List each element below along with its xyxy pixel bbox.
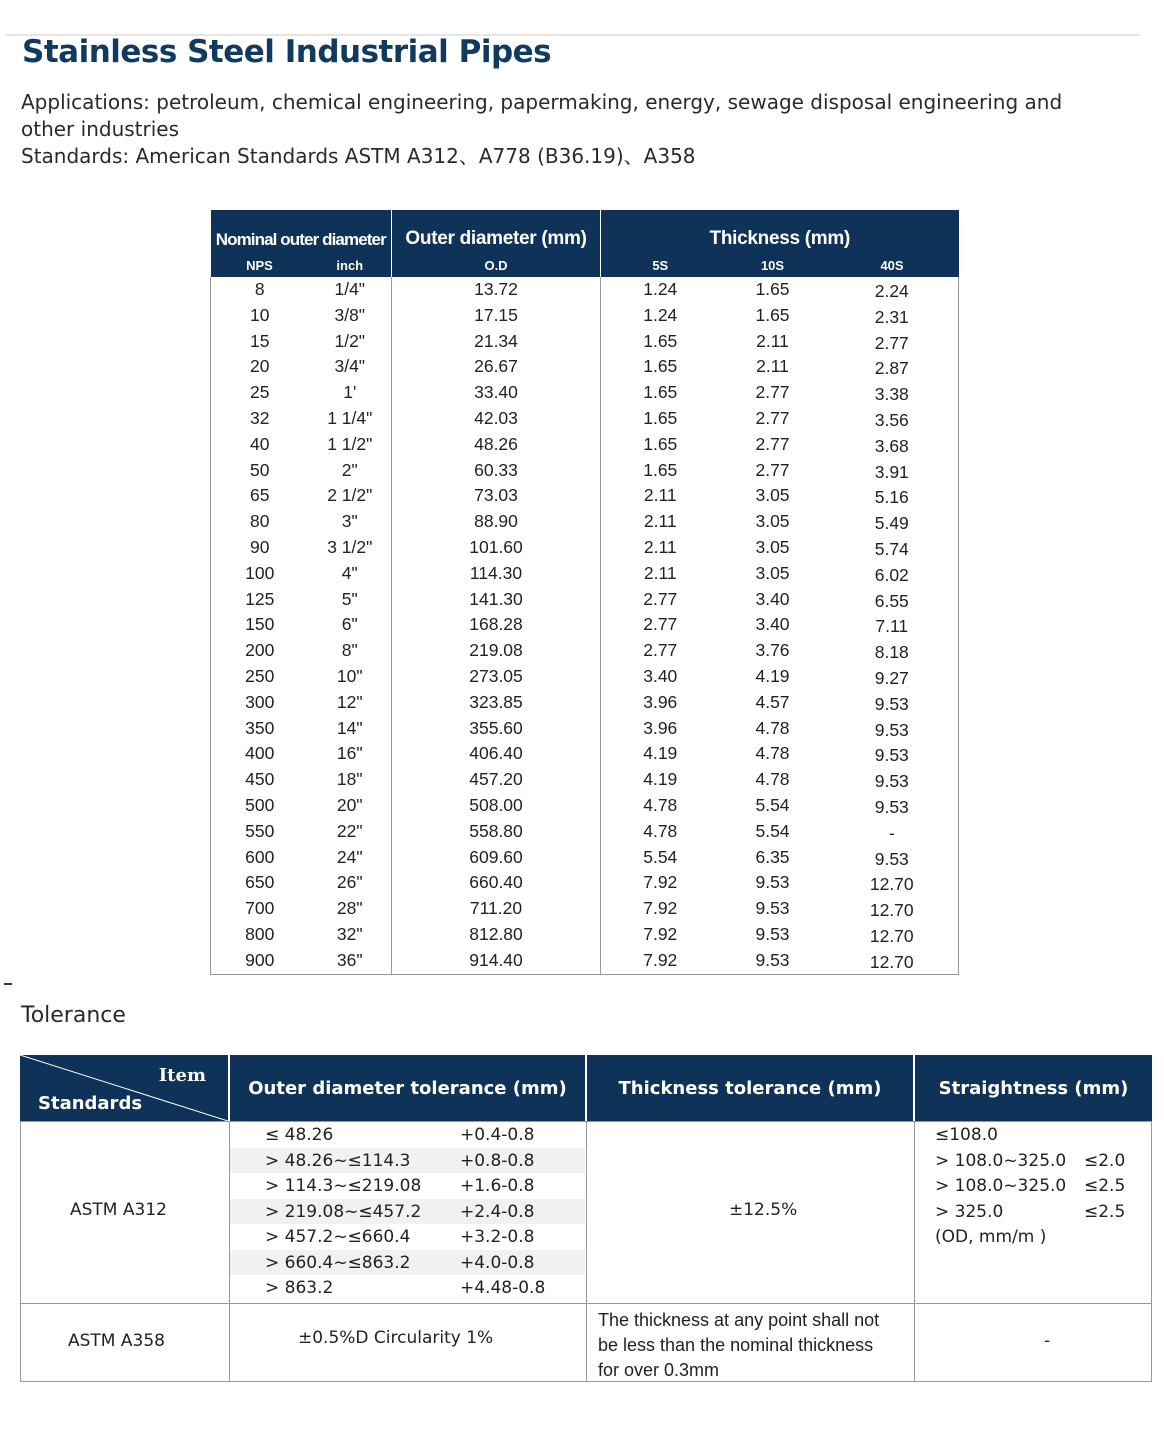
inch-cell: 4" bbox=[309, 561, 392, 587]
inch-cell: 26" bbox=[309, 870, 392, 896]
inch-cell: 3" bbox=[309, 509, 392, 535]
inch-cell: 8" bbox=[309, 638, 392, 664]
od-cell: 21.34 bbox=[392, 329, 601, 355]
inch-cell: 10" bbox=[309, 664, 392, 690]
header-40s: 40S bbox=[826, 253, 959, 277]
header-item-standards bbox=[20, 1055, 228, 1121]
straightness-range: ≤108.0 bbox=[935, 1125, 998, 1145]
nps-cell: 50 bbox=[211, 458, 309, 484]
od-cell: 812.80 bbox=[392, 922, 601, 948]
inch-cell: 36" bbox=[309, 948, 392, 974]
thickness-40s-cell: 2.87 bbox=[826, 356, 959, 382]
thickness-10s-cell: 3.05 bbox=[755, 562, 790, 583]
inch-cell: 20" bbox=[309, 793, 392, 819]
table-row bbox=[211, 612, 959, 638]
thickness-5s-cell: 1.65 bbox=[601, 458, 720, 484]
thickness-10s-cell: 3.76 bbox=[755, 640, 790, 661]
table-row bbox=[211, 948, 959, 974]
thickness-40s-cell: 5.74 bbox=[826, 537, 959, 563]
od-cell: 406.40 bbox=[392, 741, 601, 767]
thickness-5s-cell: 1.65 bbox=[601, 354, 720, 380]
header-nps: NPS bbox=[211, 253, 309, 277]
od-range: > 863.2 bbox=[265, 1278, 334, 1298]
od-tolerance-value: +0.8-0.8 bbox=[460, 1150, 535, 1171]
straightness-range: > 108.0~325.0 bbox=[935, 1150, 1067, 1171]
thickness-10s-cell: 4.19 bbox=[755, 665, 790, 686]
header-outer-tolerance: Outer diameter tolerance (mm) bbox=[230, 1055, 585, 1121]
header-thickness: Thickness (mm) bbox=[601, 210, 959, 253]
od-cell: 273.05 bbox=[392, 664, 601, 690]
nps-cell: 25 bbox=[211, 380, 309, 406]
thickness-10s-cell: 2.77 bbox=[755, 433, 790, 454]
table-row bbox=[211, 380, 959, 406]
thickness-40s-cell: 9.53 bbox=[826, 847, 959, 873]
dash-mark bbox=[4, 983, 12, 985]
inch-cell: 22" bbox=[309, 819, 392, 845]
od-cell: 114.30 bbox=[392, 561, 601, 587]
inch-cell: 5" bbox=[309, 587, 392, 613]
tolerance-table bbox=[20, 1055, 1152, 1382]
thickness-5s-cell: 3.96 bbox=[601, 716, 720, 742]
thickness-10s-cell: 3.05 bbox=[755, 511, 790, 532]
thickness-40s-cell: 3.91 bbox=[826, 460, 959, 486]
inch-cell: 3/8" bbox=[309, 303, 392, 329]
thickness-5s-cell: 2.11 bbox=[601, 561, 720, 587]
od-cell: 13.72 bbox=[392, 277, 601, 303]
nps-cell: 200 bbox=[211, 638, 309, 664]
thickness-5s-cell: 4.78 bbox=[601, 793, 720, 819]
nps-cell: 600 bbox=[211, 845, 309, 871]
nps-cell: 700 bbox=[211, 896, 309, 922]
od-cell: 711.20 bbox=[392, 896, 601, 922]
table-row bbox=[211, 277, 959, 303]
thickness-10s-cell: 3.05 bbox=[755, 485, 790, 506]
inch-cell: 18" bbox=[309, 767, 392, 793]
header-outer-diameter: Outer diameter (mm) bbox=[392, 210, 601, 253]
inch-cell: 28" bbox=[309, 896, 392, 922]
straightness-value: ≤2.5 bbox=[1084, 1201, 1126, 1222]
table-row bbox=[211, 793, 959, 819]
thickness-note-line-3: for over 0.3mm bbox=[598, 1360, 720, 1380]
inch-cell: 2 1/2" bbox=[309, 483, 392, 509]
od-cell: 88.90 bbox=[392, 509, 601, 535]
nps-cell: 80 bbox=[211, 509, 309, 535]
header-straightness: Straightness (mm) bbox=[915, 1055, 1152, 1121]
thickness-10s-cell: 1.65 bbox=[755, 279, 790, 299]
od-cell: 508.00 bbox=[392, 793, 601, 819]
thickness-5s-cell: 7.92 bbox=[601, 870, 720, 896]
tolerance-title: Tolerance bbox=[21, 1003, 126, 1028]
header-standards-label: Standards bbox=[38, 1093, 143, 1114]
od-cell: 26.67 bbox=[392, 354, 601, 380]
table-row bbox=[211, 922, 959, 948]
thickness-tolerance-a358 bbox=[598, 1308, 879, 1383]
table-row bbox=[211, 845, 959, 871]
od-range: > 660.4~≤863.2 bbox=[265, 1252, 411, 1273]
nps-cell: 125 bbox=[211, 587, 309, 613]
thickness-10s-cell: 2.11 bbox=[756, 356, 789, 377]
od-tolerance-value: +1.6-0.8 bbox=[460, 1176, 535, 1196]
od-cell: 558.80 bbox=[392, 819, 601, 845]
od-cell: 914.40 bbox=[392, 948, 601, 974]
nps-cell: 150 bbox=[211, 612, 309, 638]
inch-cell: 16" bbox=[309, 741, 392, 767]
inch-cell: 2" bbox=[309, 458, 392, 484]
od-cell: 355.60 bbox=[392, 716, 601, 742]
thickness-5s-cell: 7.92 bbox=[601, 896, 720, 922]
thickness-5s-cell: 1.24 bbox=[601, 277, 720, 303]
od-cell: 457.20 bbox=[392, 767, 601, 793]
od-cell: 48.26 bbox=[392, 432, 601, 458]
nps-cell: 100 bbox=[211, 561, 309, 587]
od-tolerance-value: +4.0-0.8 bbox=[460, 1252, 535, 1273]
inch-cell: 24" bbox=[309, 845, 392, 871]
table-row bbox=[211, 767, 959, 793]
od-range: > 219.08~≤457.2 bbox=[265, 1201, 422, 1222]
thickness-10s-cell: 1.65 bbox=[755, 304, 790, 325]
thickness-10s-cell: 2.11 bbox=[756, 330, 789, 351]
nps-cell: 10 bbox=[211, 303, 309, 329]
thickness-5s-cell: 4.19 bbox=[601, 741, 720, 767]
thickness-5s-cell: 4.78 bbox=[601, 819, 720, 845]
thickness-40s-cell: 9.53 bbox=[826, 743, 959, 769]
thickness-tolerance-a312: ±12.5% bbox=[729, 1200, 798, 1220]
standards-line: Standards: American Standards ASTM A312、A778 (B36.19)、A358 bbox=[21, 144, 696, 168]
table-row bbox=[211, 896, 959, 922]
outer-tolerance-a358: ±0.5%D Circularity 1% bbox=[298, 1328, 494, 1348]
inch-cell: 1 1/2" bbox=[309, 432, 392, 458]
thickness-40s-cell: 12.70 bbox=[826, 872, 959, 898]
thickness-5s-cell: 2.11 bbox=[601, 483, 720, 509]
thickness-40s-cell: 9.53 bbox=[826, 795, 959, 821]
page-title: Stainless Steel Industrial Pipes bbox=[22, 34, 552, 70]
thickness-10s-cell: 9.53 bbox=[720, 948, 826, 974]
nps-cell: 400 bbox=[211, 741, 309, 767]
thickness-5s-cell: 5.54 bbox=[601, 845, 720, 871]
applications-line-2: other industries bbox=[21, 117, 180, 141]
straightness-value: ≤2.0 bbox=[1084, 1150, 1126, 1171]
thickness-5s-cell: 1.65 bbox=[601, 406, 720, 432]
thickness-40s-cell: 3.68 bbox=[826, 434, 959, 460]
thickness-40s-cell: - bbox=[826, 821, 959, 847]
thickness-5s-cell: 7.92 bbox=[601, 948, 720, 974]
header-5s: 5S bbox=[601, 253, 720, 277]
nps-cell: 32 bbox=[211, 406, 309, 432]
inch-cell: 1 1/4" bbox=[309, 406, 392, 432]
thickness-40s-cell: 9.27 bbox=[826, 666, 959, 692]
thickness-40s-cell: 12.70 bbox=[826, 924, 959, 950]
thickness-5s-cell: 1.65 bbox=[601, 432, 720, 458]
thickness-40s-cell: 3.56 bbox=[826, 408, 959, 434]
nps-cell: 8 bbox=[211, 277, 309, 303]
nps-cell: 250 bbox=[211, 664, 309, 690]
od-cell: 33.40 bbox=[392, 380, 601, 406]
thickness-10s-cell: 2.77 bbox=[755, 382, 790, 403]
thickness-40s-cell: 12.70 bbox=[826, 950, 959, 976]
table-row bbox=[211, 483, 959, 509]
table-row bbox=[211, 354, 959, 380]
thickness-5s-cell: 2.11 bbox=[601, 509, 720, 535]
od-cell: 17.15 bbox=[392, 303, 601, 329]
pipe-table-body bbox=[211, 277, 959, 974]
inch-cell: 1/2" bbox=[309, 329, 392, 355]
applications-line-1: Applications: petroleum, chemical engineering, papermaking, energy, sewage disposal engineering and bbox=[21, 90, 1063, 114]
thickness-5s-cell: 4.19 bbox=[601, 767, 720, 793]
thickness-10s-cell: 5.54 bbox=[755, 820, 790, 841]
thickness-40s-cell: 7.11 bbox=[826, 614, 959, 640]
inch-cell: 14" bbox=[309, 716, 392, 742]
nps-cell: 650 bbox=[211, 870, 309, 896]
thickness-5s-cell: 1.24 bbox=[601, 303, 720, 329]
table-row bbox=[211, 664, 959, 690]
thickness-note-line-2: be less than the nominal thickness bbox=[598, 1335, 874, 1355]
inch-cell: 6" bbox=[309, 612, 392, 638]
table-row bbox=[211, 432, 959, 458]
thickness-note-line-1: The thickness at any point shall not bbox=[598, 1310, 880, 1330]
od-tolerance-value: +2.4-0.8 bbox=[460, 1201, 535, 1222]
nps-cell: 20 bbox=[211, 354, 309, 380]
straightness-a358: - bbox=[1044, 1331, 1051, 1351]
thickness-40s-cell: 12.70 bbox=[826, 898, 959, 924]
thickness-40s-cell: 5.49 bbox=[826, 511, 959, 537]
table-row bbox=[211, 741, 959, 767]
table-row bbox=[211, 406, 959, 432]
thickness-5s-cell: 2.77 bbox=[601, 638, 720, 664]
straightness-range: > 108.0~325.0 bbox=[935, 1176, 1067, 1196]
od-range: > 48.26~≤114.3 bbox=[265, 1150, 411, 1171]
thickness-10s-cell: 3.40 bbox=[755, 614, 790, 635]
thickness-10s-cell: 4.57 bbox=[755, 691, 790, 712]
header-nominal-outer-diameter: Nominal outer diameter bbox=[211, 210, 392, 253]
col-divider-3 bbox=[914, 1121, 915, 1382]
table-row bbox=[211, 535, 959, 561]
thickness-40s-cell: 8.18 bbox=[826, 640, 959, 666]
inch-cell: 3 1/2" bbox=[309, 535, 392, 561]
od-cell: 609.60 bbox=[392, 845, 601, 871]
od-range: > 457.2~≤660.4 bbox=[265, 1227, 411, 1247]
straightness-range: > 325.0 bbox=[935, 1201, 1004, 1222]
thickness-10s-cell: 2.77 bbox=[755, 459, 790, 480]
thickness-10s-cell: 2.77 bbox=[755, 407, 790, 428]
thickness-40s-cell: 2.77 bbox=[826, 331, 959, 357]
header-10s: 10S bbox=[720, 253, 826, 277]
nps-cell: 450 bbox=[211, 767, 309, 793]
od-cell: 101.60 bbox=[392, 535, 601, 561]
thickness-5s-cell: 3.40 bbox=[601, 664, 720, 690]
thickness-10s-cell: 9.53 bbox=[755, 898, 790, 919]
thickness-5s-cell: 2.11 bbox=[601, 535, 720, 561]
table-row bbox=[211, 819, 959, 845]
pipe-dimensions-table bbox=[210, 210, 959, 975]
thickness-40s-cell: 2.24 bbox=[826, 279, 959, 305]
header-inch: inch bbox=[309, 253, 392, 277]
table-row bbox=[211, 870, 959, 896]
thickness-10s-cell: 5.54 bbox=[755, 794, 790, 815]
nps-cell: 900 bbox=[211, 948, 309, 974]
thickness-10s-cell: 4.78 bbox=[755, 717, 790, 738]
od-cell: 60.33 bbox=[392, 458, 601, 484]
od-cell: 660.40 bbox=[392, 870, 601, 896]
table-row bbox=[211, 561, 959, 587]
table-row bbox=[211, 716, 959, 742]
nps-cell: 350 bbox=[211, 716, 309, 742]
table-row bbox=[211, 329, 959, 355]
thickness-5s-cell: 7.92 bbox=[601, 922, 720, 948]
table-row bbox=[211, 458, 959, 484]
nps-cell: 300 bbox=[211, 690, 309, 716]
thickness-10s-cell: 6.35 bbox=[755, 846, 790, 867]
thickness-5s-cell: 2.77 bbox=[601, 612, 720, 638]
inch-cell: 12" bbox=[309, 690, 392, 716]
thickness-40s-cell: 9.53 bbox=[826, 692, 959, 718]
nps-cell: 800 bbox=[211, 922, 309, 948]
nps-cell: 65 bbox=[211, 483, 309, 509]
nps-cell: 550 bbox=[211, 819, 309, 845]
od-range: > 114.3~≤219.08 bbox=[265, 1176, 422, 1196]
inch-cell: 1/4" bbox=[309, 277, 392, 303]
od-tolerance-value: +4.48-0.8 bbox=[460, 1278, 546, 1298]
nps-cell: 500 bbox=[211, 793, 309, 819]
intro-text bbox=[21, 89, 1141, 170]
od-cell: 73.03 bbox=[392, 483, 601, 509]
thickness-40s-cell: 9.53 bbox=[826, 718, 959, 744]
col-divider-2 bbox=[586, 1121, 587, 1382]
thickness-10s-cell: 9.53 bbox=[755, 923, 790, 944]
thickness-5s-cell: 1.65 bbox=[601, 380, 720, 406]
od-cell: 141.30 bbox=[392, 587, 601, 613]
header-thickness-tolerance: Thickness tolerance (mm) bbox=[587, 1055, 913, 1121]
thickness-40s-cell: 6.55 bbox=[826, 589, 959, 615]
od-cell: 42.03 bbox=[392, 406, 601, 432]
inch-cell: 1' bbox=[309, 380, 392, 406]
straightness-range: (OD, mm/m ) bbox=[935, 1227, 1047, 1247]
table-row bbox=[211, 638, 959, 664]
thickness-40s-cell: 6.02 bbox=[826, 563, 959, 589]
nps-cell: 15 bbox=[211, 329, 309, 355]
thickness-5s-cell: 2.77 bbox=[601, 587, 720, 613]
nps-cell: 90 bbox=[211, 535, 309, 561]
thickness-10s-cell: 9.53 bbox=[755, 872, 790, 893]
standard-a358: ASTM A358 bbox=[68, 1331, 165, 1351]
inch-cell: 3/4" bbox=[309, 354, 392, 380]
thickness-10s-cell: 4.78 bbox=[755, 743, 790, 764]
thickness-40s-cell: 3.38 bbox=[826, 382, 959, 408]
od-range: ≤ 48.26 bbox=[265, 1125, 334, 1145]
od-cell: 323.85 bbox=[392, 690, 601, 716]
thickness-10s-cell: 3.40 bbox=[755, 588, 790, 609]
thickness-40s-cell: 2.31 bbox=[826, 305, 959, 331]
od-cell: 219.08 bbox=[392, 638, 601, 664]
thickness-40s-cell: 5.16 bbox=[826, 485, 959, 511]
od-tolerance-value: +3.2-0.8 bbox=[460, 1227, 535, 1247]
table-row bbox=[211, 690, 959, 716]
thickness-40s-cell: 9.53 bbox=[826, 769, 959, 795]
od-cell: 168.28 bbox=[392, 612, 601, 638]
thickness-10s-cell: 3.05 bbox=[755, 536, 790, 557]
thickness-10s-cell: 4.78 bbox=[755, 769, 790, 790]
nps-cell: 40 bbox=[211, 432, 309, 458]
standard-a312: ASTM A312 bbox=[70, 1200, 167, 1220]
header-od: O.D bbox=[392, 253, 601, 277]
header-item-label: Item bbox=[158, 1065, 206, 1086]
inch-cell: 32" bbox=[309, 922, 392, 948]
table-row bbox=[211, 303, 959, 329]
table-row bbox=[211, 587, 959, 613]
thickness-5s-cell: 1.65 bbox=[601, 329, 720, 355]
table-row bbox=[211, 509, 959, 535]
thickness-5s-cell: 3.96 bbox=[601, 690, 720, 716]
od-tolerance-value: +0.4-0.8 bbox=[460, 1125, 535, 1145]
straightness-value: ≤2.5 bbox=[1084, 1176, 1126, 1196]
